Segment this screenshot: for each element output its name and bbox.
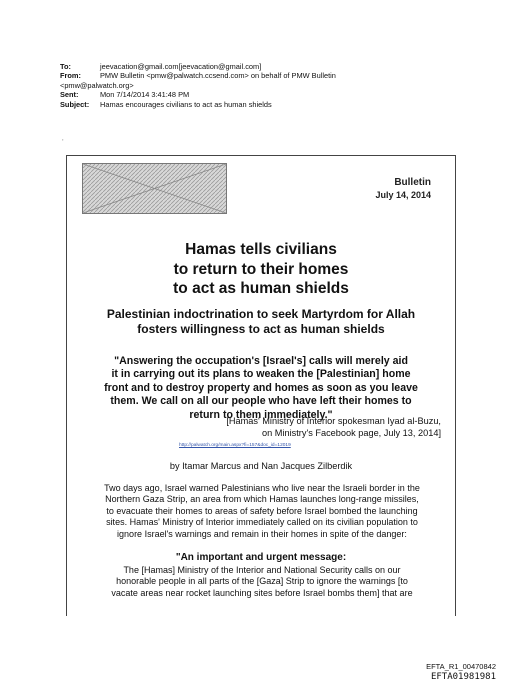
body-line: to evacuate their homes to areas of safety before Israel bombed the launching	[106, 505, 418, 516]
subheadline	[67, 307, 455, 337]
attribution-line: on Ministry's Facebook page, July 13, 2014]	[262, 427, 441, 438]
urgent-line: The [Hamas] Ministry of the Interior and National Security calls on our	[123, 565, 401, 575]
quote-line: "Answering the occupation's [Israel's] calls will merely aid	[114, 355, 408, 367]
source-link[interactable]: http://palwatch.org/main.aspx?fi=157&doc_id=12019	[179, 443, 291, 448]
body-line: sites. Hamas' Ministry of Interior immediately called on its civilian population to	[106, 517, 418, 528]
body-line: Northern Gaza Strip, an area from which Hamas launches long-range missiles,	[105, 494, 419, 505]
body-paragraph	[75, 483, 449, 540]
bulletin-document	[66, 155, 456, 616]
quote-line: them. We call on all our people who have left their homes to	[110, 395, 412, 408]
sent-value: Mon 7/14/2014 3:41:48 PM	[100, 90, 190, 100]
from-row	[60, 71, 490, 80]
body-line: Two days ago, Israel warned Palestinians who live near the Israeli border in the	[104, 483, 420, 493]
broken-logo-image	[82, 163, 227, 214]
sent-row	[60, 90, 490, 99]
urgent-line: honorable people in all parts of the [Gaza] Strip to ignore the warnings [to	[116, 576, 408, 587]
efta-number: EFTA01981981	[430, 672, 496, 682]
urgent-message-title: "An important and urgent message:	[175, 552, 347, 563]
quote-attribution	[226, 416, 441, 439]
to-row	[60, 62, 490, 71]
bulletin-label: Bulletin	[394, 177, 431, 188]
urgent-message-body	[77, 565, 447, 599]
stray-mark: ,	[62, 136, 64, 142]
from-label: From:	[60, 71, 81, 81]
byline: by Itamar Marcus and Nan Jacques Zilberdik	[169, 461, 353, 471]
subject-row	[60, 100, 490, 109]
image-placeholder-icon	[83, 164, 226, 213]
attribution-line: [Hamas' Ministry of Interior spokesman Iyad al-Buzu,	[226, 416, 441, 426]
quote-line: front and to destroy property and homes as soon as you leave	[104, 381, 418, 394]
subject-value: Hamas encourages civilians to act as human shields	[100, 99, 272, 109]
from-value[interactable]: PMW Bulletin <pmw@palwatch.ccsend.com> on behalf of PMW Bulletin	[100, 71, 336, 81]
to-value[interactable]: jeevacation@gmail.com[jeevacation@gmail.com]	[100, 62, 262, 71]
subject-label: Subject:	[60, 99, 90, 109]
bulletin-tag	[375, 176, 431, 202]
headline	[67, 240, 455, 299]
headline-line: to return to their homes	[173, 260, 349, 278]
body-line: ignore Israel's warnings and remain in their homes in spite of the danger:	[117, 528, 407, 539]
quote-line: it in carrying out its plans to weaken the [Palestinian] home	[111, 368, 411, 381]
headline-line: Hamas tells civilians	[185, 241, 337, 258]
pull-quote	[81, 355, 441, 422]
document-id: EFTA_R1_00470842	[426, 662, 496, 671]
bulletin-date: July 14, 2014	[375, 190, 431, 200]
sent-label: Sent:	[60, 90, 79, 100]
email-header	[60, 62, 490, 109]
headline-line: to act as human shields	[173, 280, 349, 297]
to-label: To:	[60, 62, 71, 71]
from-value-cont: <pmw@palwatch.org>	[60, 80, 134, 90]
subheadline-line: Palestinian indoctrination to seek Martyrdom for Allah	[106, 307, 416, 321]
subheadline-line: fosters willingness to act as human shields	[137, 322, 385, 336]
quote-line: return to them immediately."	[189, 408, 333, 421]
urgent-line: vacate areas near rocket launching sites before Israel bombs them] that are	[111, 587, 413, 598]
